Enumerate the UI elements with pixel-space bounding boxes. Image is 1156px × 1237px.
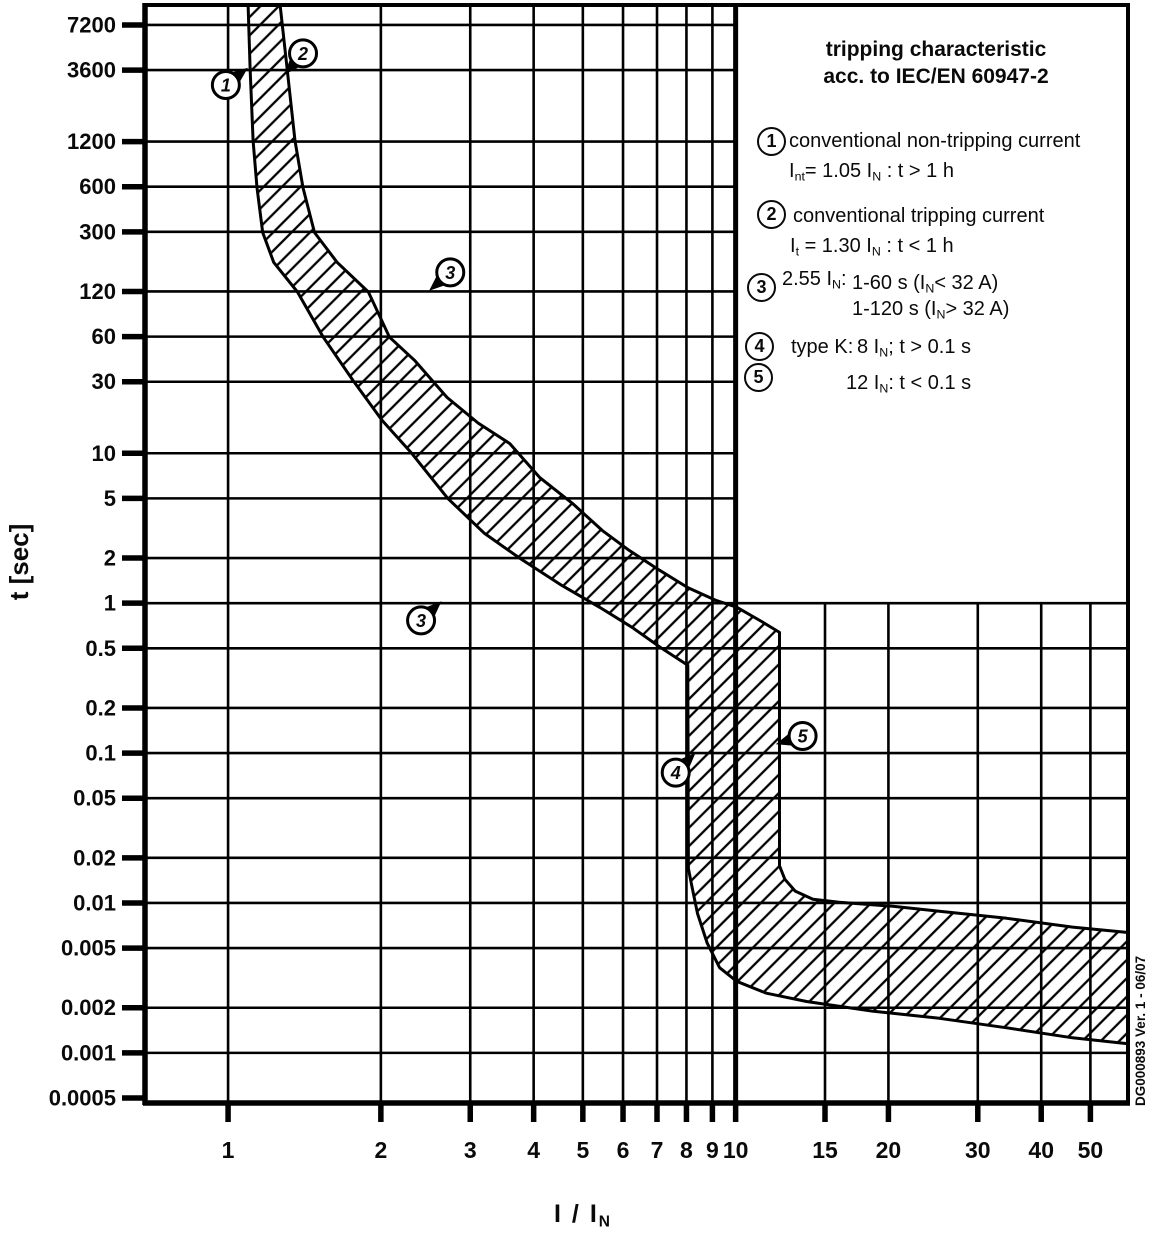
x-tick-label: 50 [1077, 1137, 1104, 1163]
x-tick-label: 40 [1028, 1137, 1055, 1163]
legend-box [740, 0, 1132, 600]
marker-number: 1 [220, 75, 231, 96]
legend-item-2-text: conventional tripping current [793, 205, 1045, 227]
y-tick-label: 0.1 [85, 740, 116, 766]
y-tick-label: 60 [91, 324, 116, 350]
x-tick-label: 5 [576, 1137, 590, 1163]
x-axis-title: I / $I_N$ [554, 1200, 612, 1231]
y-tick-label: 7200 [67, 12, 116, 38]
x-tick-label: 4 [527, 1137, 541, 1163]
x-tick-label: 2 [374, 1137, 388, 1163]
legend-item-4-type: type K: [791, 336, 854, 358]
y-axis-title: t [sec] [4, 523, 34, 601]
y-tick-label: 30 [91, 369, 116, 395]
legend-item-3-range2: 1-120 s ($I_N> 32$ A) [852, 298, 1010, 322]
y-tick-label: 120 [79, 278, 116, 304]
y-tick-label: 0.002 [60, 995, 116, 1021]
x-tick-label: 30 [965, 1137, 991, 1163]
y-tick-label: 2 [103, 545, 116, 571]
legend-item-3-badge: 3 [747, 273, 776, 302]
y-tick-label: 5 [103, 485, 116, 511]
legend-item-4-condition: 8 $I_N$; t > 0.1 s [857, 336, 972, 360]
y-tick-label: 0.01 [73, 890, 116, 916]
y-tick-label: 10 [91, 440, 116, 466]
x-tick-label: 7 [650, 1137, 664, 1163]
x-tick-label: 20 [875, 1137, 902, 1163]
y-tick-label: 3600 [67, 57, 116, 83]
y-tick-label: 0.02 [73, 845, 116, 871]
y-tick-label: 600 [79, 174, 116, 200]
marker-number: 3 [445, 262, 456, 283]
y-tick-label: 0.0005 [48, 1085, 116, 1111]
x-tick-label: 15 [812, 1137, 838, 1163]
x-tick-label: 10 [722, 1137, 749, 1163]
legend-item-2-formula: $I_t = 1.30$ $I_N$ : t < 1 h [790, 235, 954, 259]
legend-item-3-range1: 1-60 s ($I_N< 32$ A) [852, 272, 999, 296]
legend-item-5-badge: 5 [744, 363, 773, 392]
x-tick-label: 3 [463, 1137, 477, 1163]
y-tick-label: 0.001 [60, 1040, 116, 1066]
legend-title-line2: acc. to IEC/EN 60947-2 [823, 65, 1049, 88]
legend-item-3-factor: 2.55 $I_N$: [782, 268, 847, 292]
legend-item-1-formula: $I_{nt}= 1.05$ $I_N$ : t > 1 h [789, 160, 954, 184]
y-tick-label: 300 [79, 219, 116, 245]
legend-title [740, 36, 1132, 90]
y-tick-label: 0.005 [60, 935, 116, 961]
legend-title-line1: tripping characteristic [825, 38, 1047, 61]
legend-item-1-badge: 1 [757, 127, 786, 156]
marker-number: 5 [797, 726, 808, 747]
x-tick-label: 9 [706, 1137, 719, 1163]
y-tick-label: 1200 [67, 129, 116, 155]
x-tick-label: 1 [221, 1137, 235, 1163]
marker-number: 2 [298, 43, 309, 64]
marker-number: 4 [670, 763, 681, 784]
legend-item-4-badge: 4 [745, 332, 774, 361]
y-tick-label: 0.5 [85, 635, 116, 661]
x-tick-label: 8 [680, 1137, 693, 1163]
document-reference-note: DG000893 Ver. 1 - 06/07 [1133, 955, 1148, 1106]
legend-item-2-badge: 2 [757, 200, 786, 229]
y-tick-label: 0.05 [73, 785, 116, 811]
y-tick-label: 0.2 [85, 695, 116, 721]
x-tick-label: 6 [616, 1137, 630, 1163]
marker-number: 3 [416, 610, 427, 631]
legend-item-1-text: conventional non-tripping current [789, 130, 1081, 152]
legend-item-5-condition: 12 $I_N$: t < 0.1 s [846, 372, 972, 396]
y-tick-label: 1 [103, 590, 116, 616]
